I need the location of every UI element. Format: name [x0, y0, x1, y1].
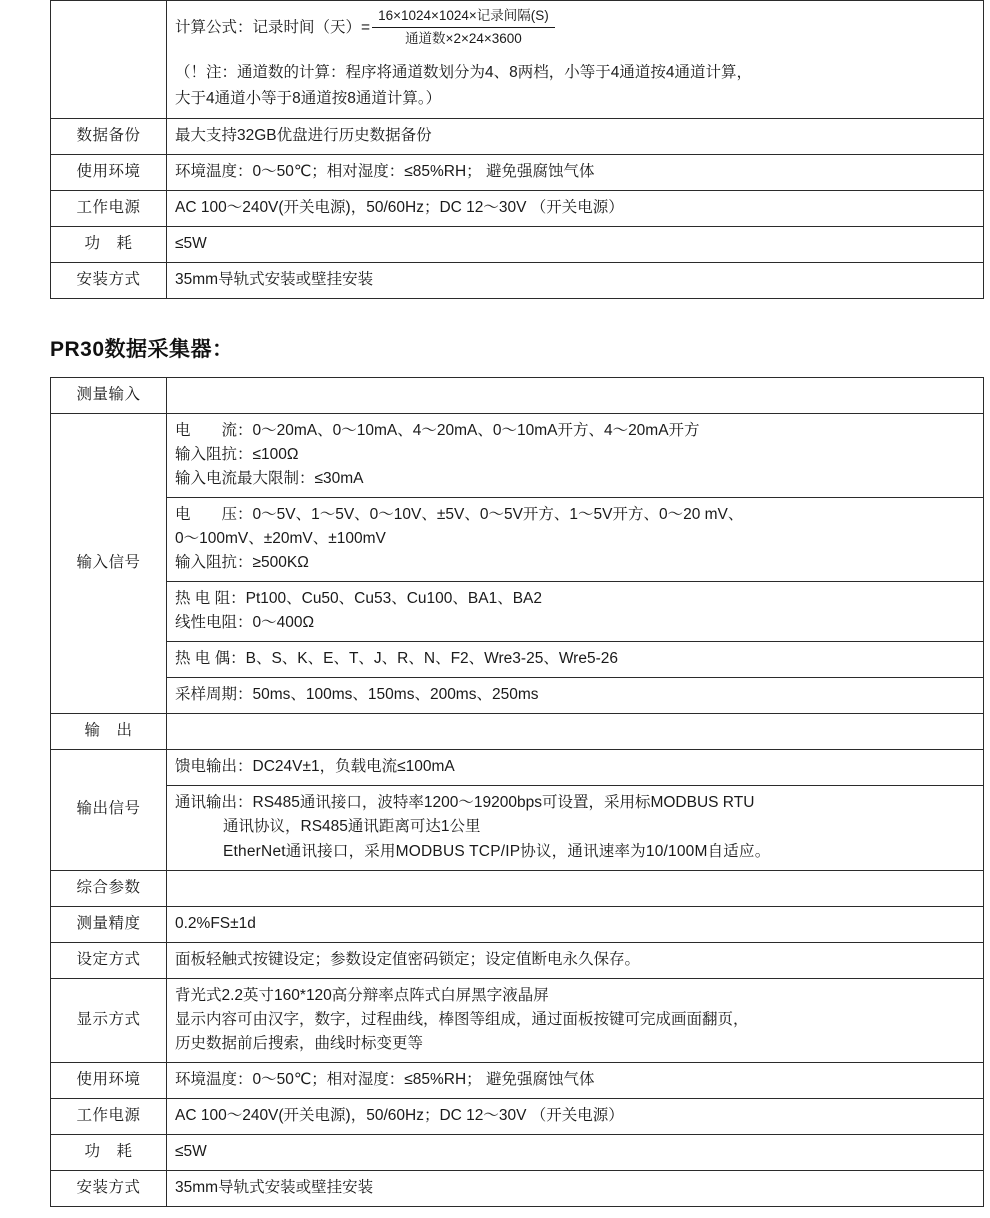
row-value-mounting-2: 35mm导轨式安装或壁挂安装 — [167, 1170, 984, 1206]
row-value-setting-method: 面板轻触式按键设定；参数设定值密码锁定；设定值断电永久保存。 — [167, 942, 984, 978]
row-value-accuracy: 0.2%FS±1d — [167, 906, 984, 942]
input-sampling-period: 采样周期：50ms、100ms、150ms、200ms、250ms — [175, 686, 539, 704]
input-current-impedance: 输入阻抗：≤100Ω — [175, 446, 299, 464]
formula-note — [175, 60, 975, 113]
input-current-line: 电 流：0～20mA、0～10mA、4～20mA、0～10mA开方、4～20mA开方 — [175, 422, 700, 440]
table-row — [51, 978, 984, 1062]
row-value-mounting: 35mm导轨式安装或壁挂安装 — [167, 263, 984, 299]
table-row — [51, 263, 984, 299]
output-comm-line1: 通讯输出：RS485通讯接口，波特率1200～19200bps可设置，采用标MODBUS RTU — [175, 794, 755, 812]
table-row — [51, 786, 984, 870]
table-row — [51, 1062, 984, 1098]
table-row — [51, 1134, 984, 1170]
table-row — [51, 1098, 984, 1134]
table-row — [51, 1170, 984, 1206]
section-label-general: 综合参数 — [51, 870, 167, 906]
table-row — [51, 227, 984, 263]
row-label-mounting: 安装方式 — [51, 263, 167, 299]
output-power-block — [167, 750, 984, 786]
formula-note-line2: 大于4通道小等于8通道按8通道计算。） — [175, 89, 442, 107]
row-value-environment: 环境温度：0～50℃；相对湿度：≤85%RH； 避免强腐蚀气体 — [167, 155, 984, 191]
input-signal-current-block — [167, 414, 984, 498]
output-feed-line: 馈电输出：DC24V±1，负载电流≤100mA — [175, 758, 455, 776]
input-thermocouple-line: 热 电 偶：B、S、K、E、T、J、R、N、F2、Wre3-25、Wre5-26 — [175, 650, 618, 668]
table-row — [51, 678, 984, 714]
input-voltage-line1: 电 压：0～5V、1～5V、0～10V、±5V、0～5V开方、1～5V开方、0～20 mV、 — [175, 506, 744, 524]
row-label-accuracy: 测量精度 — [51, 906, 167, 942]
row-value-data-backup: 最大支持32GB优盘进行历史数据备份 — [167, 119, 984, 155]
output-comm-line2: 通讯协议，RS485通讯距离可达1公里 — [223, 818, 481, 836]
section-value-output — [167, 714, 984, 750]
table-row — [51, 414, 984, 498]
display-line3: 历史数据前后搜索，曲线时标变更等 — [175, 1034, 424, 1052]
output-comm-block — [167, 786, 984, 870]
row-value-power-2: AC 100～240V(开关电源)，50/60Hz；DC 12～30V （开关电源） — [167, 1098, 984, 1134]
row-label-output-signal: 输出信号 — [51, 750, 167, 870]
row-value-environment-2: 环境温度：0～50℃；相对湿度：≤85%RH； 避免强腐蚀气体 — [167, 1062, 984, 1098]
section-heading: PR30数据采集器： — [50, 338, 234, 362]
row-value-consumption: ≤5W — [167, 227, 984, 263]
row-value-display — [167, 978, 984, 1062]
section-value-general — [167, 870, 984, 906]
table-row — [51, 119, 984, 155]
input-signal-sampling-block — [167, 678, 984, 714]
section-label-output: 输 出 — [51, 714, 167, 750]
input-current-limit: 输入电流最大限制：≤30mA — [175, 470, 364, 488]
input-signal-rtd-block — [167, 582, 984, 642]
input-signal-thermocouple-block — [167, 642, 984, 678]
table-row — [51, 498, 984, 582]
formula-cell — [167, 1, 984, 119]
row-label-environment-2: 使用环境 — [51, 1062, 167, 1098]
row-label-setting-method: 设定方式 — [51, 942, 167, 978]
table-row — [51, 870, 984, 906]
input-voltage-line2: 0～100mV、±20mV、±100mV — [175, 530, 386, 548]
row-label-consumption: 功 耗 — [51, 227, 167, 263]
table-row — [51, 714, 984, 750]
formula-note-line1: （！注：通道数的计算：程序将通道数划分为4、8两档，小等于4通道按4通道计算， — [175, 63, 752, 81]
table-row — [51, 582, 984, 642]
top-spec-table — [50, 0, 984, 299]
table-row — [51, 191, 984, 227]
table-row — [51, 906, 984, 942]
section-label-measure-input: 测量输入 — [51, 378, 167, 414]
input-voltage-impedance: 输入阻抗：≥500KΩ — [175, 554, 309, 572]
row-label-power-2: 工作电源 — [51, 1098, 167, 1134]
row-label-display: 显示方式 — [51, 978, 167, 1062]
row-label-power: 工作电源 — [51, 191, 167, 227]
row-label-mounting-2: 安装方式 — [51, 1170, 167, 1206]
input-linear-resistance: 线性电阻：0～400Ω — [175, 614, 315, 632]
row-value-consumption-2: ≤5W — [167, 1134, 984, 1170]
section-value-measure-input — [167, 378, 984, 414]
bottom-spec-table — [50, 377, 984, 1206]
input-rtd-line: 热 电 阻：Pt100、Cu50、Cu53、Cu100、BA1、BA2 — [175, 590, 542, 608]
table-row — [51, 942, 984, 978]
display-line2: 显示内容可由汉字，数字，过程曲线，棒图等组成，通过面板按键可完成画面翻页， — [175, 1010, 749, 1028]
row-label-data-backup: 数据备份 — [51, 119, 167, 155]
row-label-input-signal: 输入信号 — [51, 414, 167, 714]
table-row — [51, 155, 984, 191]
formula-prefix: 计算公式：记录时间（天）= — [175, 19, 371, 37]
row-label-environment: 使用环境 — [51, 155, 167, 191]
input-signal-voltage-block — [167, 498, 984, 582]
table-row — [51, 1, 984, 119]
table-row — [51, 750, 984, 786]
table-row — [51, 378, 984, 414]
output-comm-line3: EtherNet通讯接口，采用MODBUS TCP/IP协议，通讯速率为10/100M自适应。 — [223, 842, 771, 860]
row-value-power: AC 100～240V(开关电源)，50/60Hz；DC 12～30V （开关电源） — [167, 191, 984, 227]
empty-label-cell — [51, 1, 167, 119]
formula-line — [175, 6, 975, 50]
display-line1: 背光式2.2英寸160*120高分辩率点阵式白屏黑字液晶屏 — [175, 986, 549, 1004]
formula-denominator: 通道数×2×24×3600 — [405, 31, 522, 47]
row-label-consumption-2: 功 耗 — [51, 1134, 167, 1170]
table-row — [51, 642, 984, 678]
formula-numerator: 16×1024×1024×记录间隔(S) — [372, 6, 555, 28]
formula-fraction — [372, 6, 555, 50]
